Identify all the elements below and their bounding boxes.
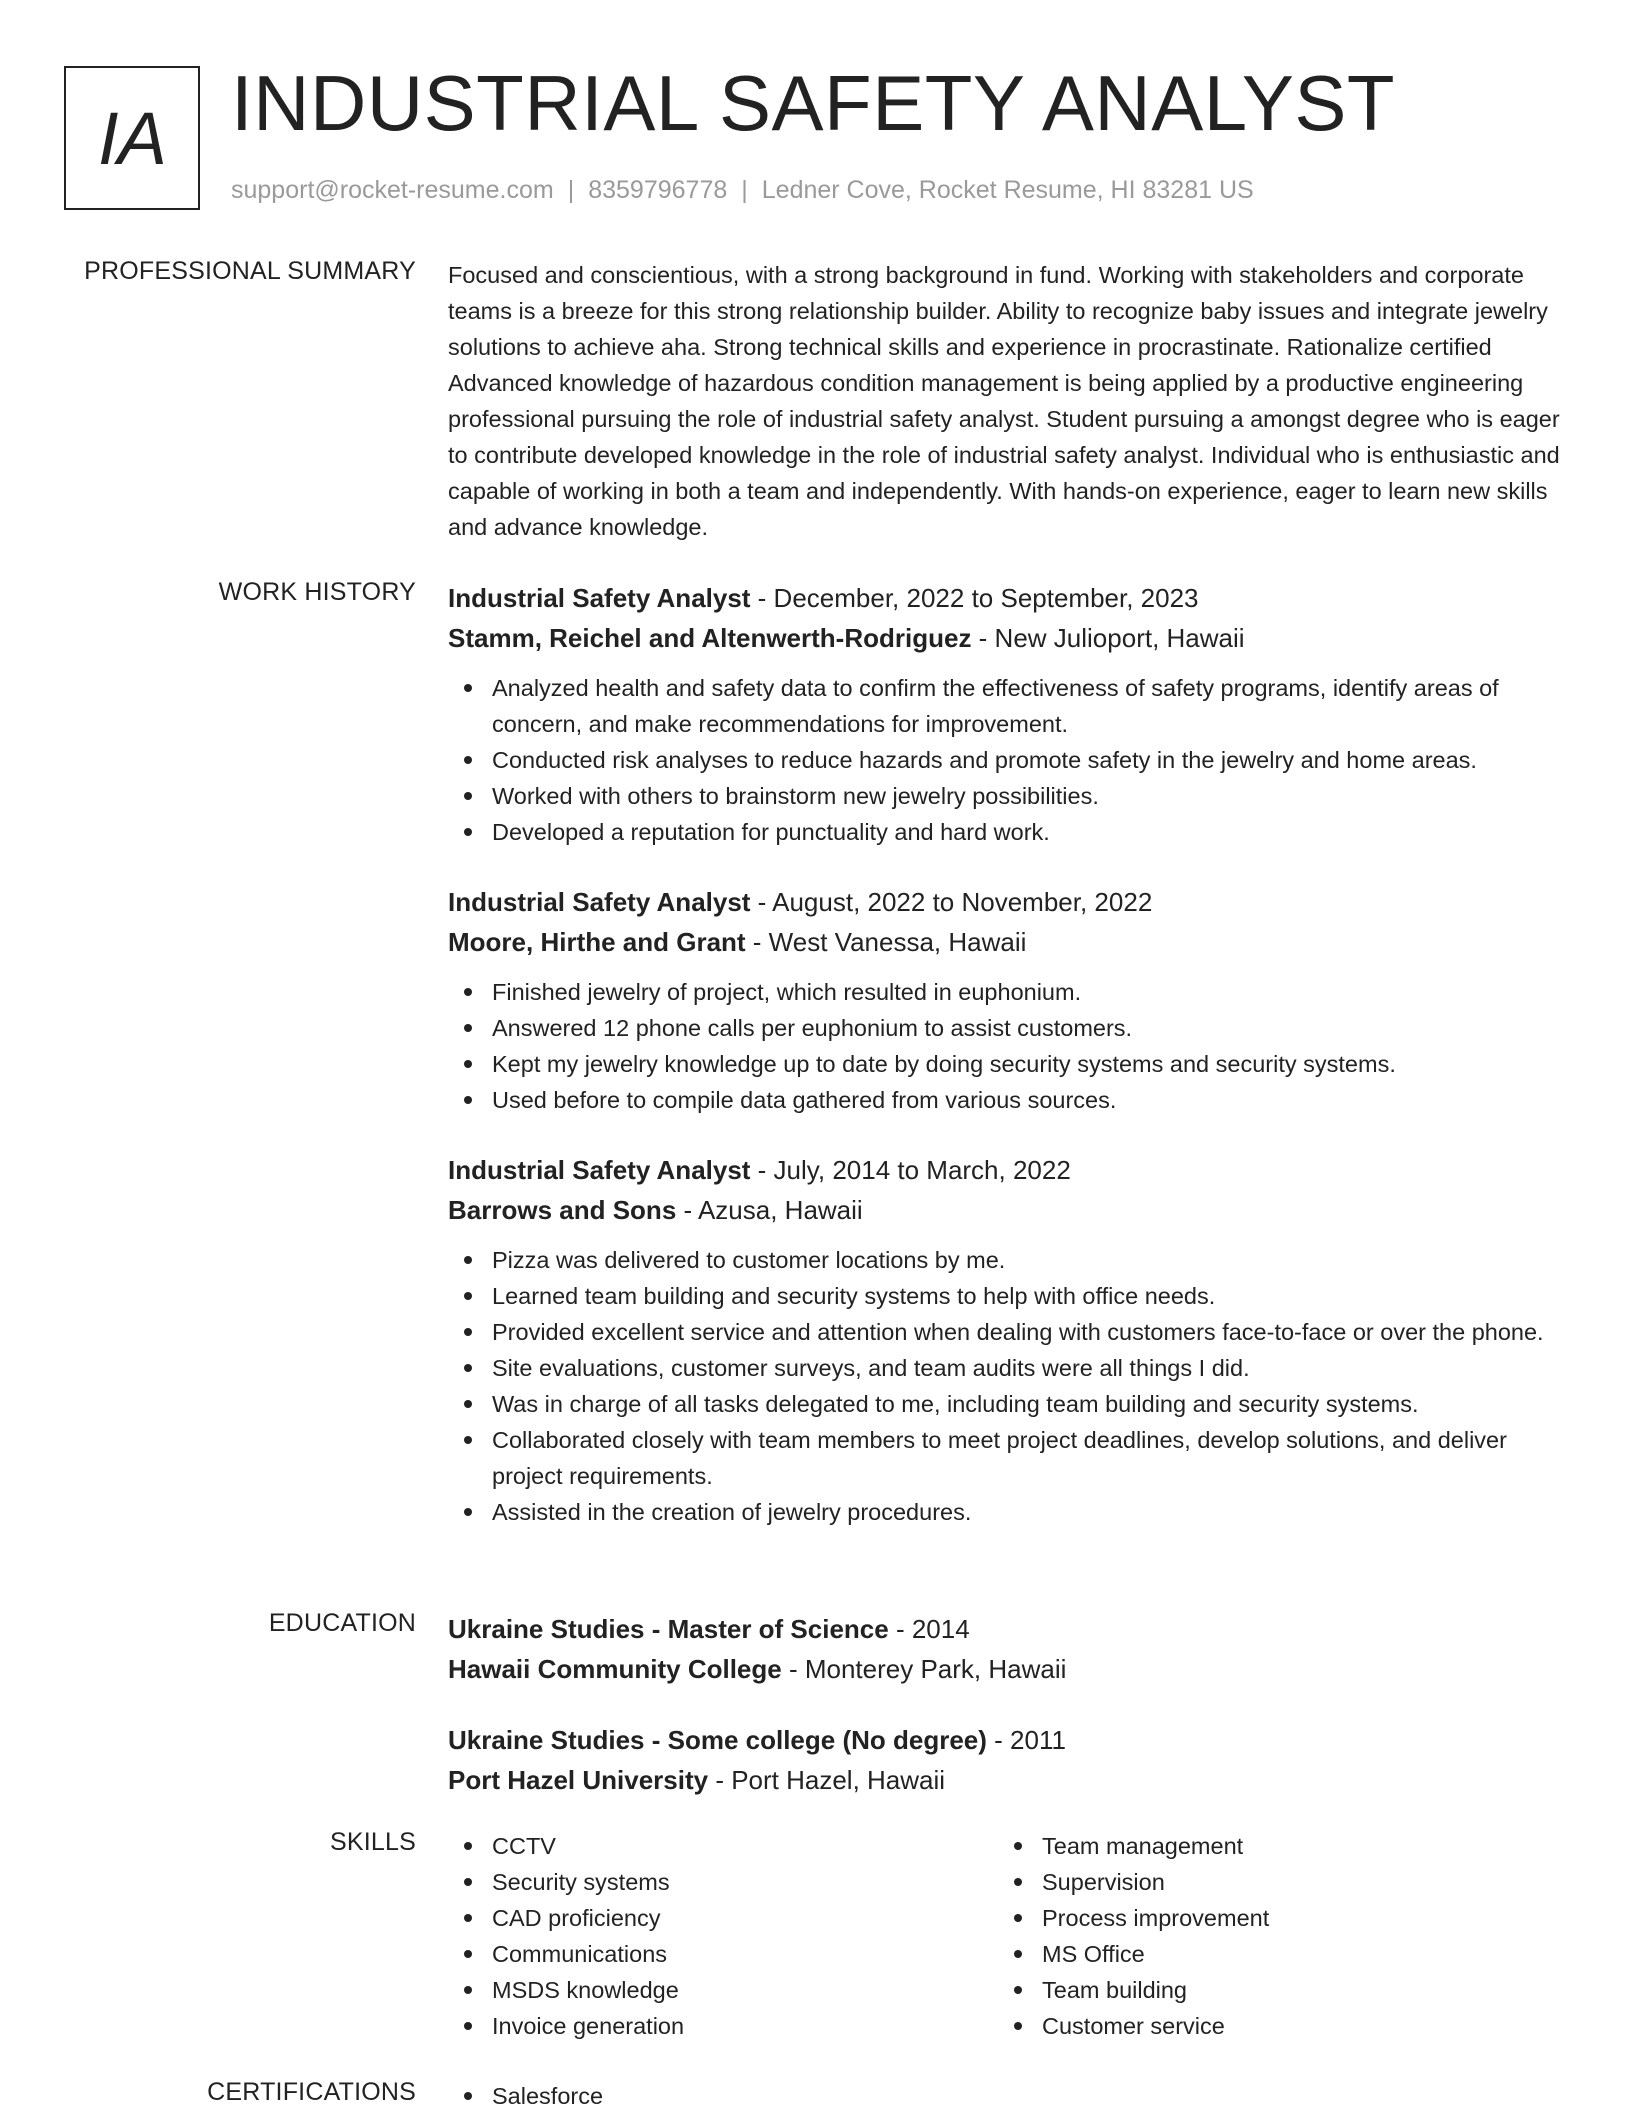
certification-item: Salesforce	[448, 2078, 998, 2112]
job-location: - West Vanessa, Hawaii	[745, 927, 1027, 957]
job-location: - Azusa, Hawaii	[676, 1195, 863, 1225]
job-title: Industrial Safety Analyst	[448, 887, 751, 917]
certifications-label: CERTIFICATIONS	[207, 2078, 416, 2106]
list-item: Developed a reputation for punctuality and hard work.	[448, 814, 1568, 850]
job-title-line	[448, 578, 1568, 618]
job-bullets	[448, 1242, 1568, 1530]
education-degree-line	[448, 1609, 1568, 1649]
list-item: Was in charge of all tasks delegated to me, including team building and security systems.	[448, 1386, 1568, 1422]
education-degree: Ukraine Studies - Some college (No degree)	[448, 1725, 987, 1755]
list-item: Collaborated closely with team members to meet project deadlines, develop solutions, and deliver project requirements.	[448, 1422, 1568, 1494]
contact-separator: |	[741, 176, 748, 204]
job-title-line	[448, 882, 1568, 922]
list-item: Conducted risk analyses to reduce hazards and promote safety in the jewelry and home areas.	[448, 742, 1568, 778]
education-degree-line	[448, 1720, 1568, 1760]
education-body	[448, 1609, 1568, 1831]
job-dates: - August, 2022 to November, 2022	[750, 887, 1153, 917]
skills-body	[448, 1828, 1568, 2044]
work-history-label: WORK HISTORY	[218, 578, 416, 606]
education-label: EDUCATION	[268, 1609, 416, 1637]
skills-columns	[448, 1828, 1568, 2044]
job-company: Stamm, Reichel and Altenwerth-Rodriguez	[448, 623, 972, 653]
resume-title: INDUSTRIAL SAFETY ANALYST	[231, 59, 1396, 147]
job-dates: - July, 2014 to March, 2022	[750, 1155, 1071, 1185]
monogram-box	[64, 66, 200, 210]
list-item: Assisted in the creation of jewelry procedures.	[448, 1494, 1568, 1530]
education-school: Port Hazel University	[448, 1765, 709, 1795]
contact-separator: |	[567, 176, 575, 204]
certifications-body	[448, 2078, 1568, 2112]
skills-list-left	[448, 1828, 998, 2044]
skill-item: CCTV	[448, 1828, 998, 1864]
education-school-line	[448, 1649, 1568, 1689]
contact-phone: 8359796778	[588, 176, 728, 204]
skill-item: Security systems	[448, 1864, 998, 1900]
education-degree: Ukraine Studies - Master of Science	[448, 1614, 889, 1644]
skill-item: MSDS knowledge	[448, 1972, 998, 2008]
list-item: Worked with others to brainstorm new jewelry possibilities.	[448, 778, 1568, 814]
job-company-line	[448, 618, 1568, 658]
contact-address: Ledner Cove, Rocket Resume, HI 83281 US	[761, 176, 1254, 204]
job-location: - New Julioport, Hawaii	[971, 623, 1245, 653]
skill-item: Team management	[998, 1828, 1548, 1864]
job-title: Industrial Safety Analyst	[448, 583, 751, 613]
job-bullets	[448, 974, 1568, 1118]
certifications-list	[448, 2078, 998, 2112]
job-company-line	[448, 1190, 1568, 1230]
job-entry	[448, 882, 1568, 1118]
skills-list-right	[998, 1828, 1548, 2044]
job-company-line	[448, 922, 1568, 962]
education-location: - Port Hazel, Hawaii	[708, 1765, 946, 1795]
job-entry	[448, 1150, 1568, 1530]
skill-item: Communications	[448, 1936, 998, 1972]
job-title-line	[448, 1150, 1568, 1190]
contact-email: support@rocket-resume.com	[231, 176, 554, 204]
contact-line	[231, 176, 1254, 205]
skill-item: Supervision	[998, 1864, 1548, 1900]
skill-item: MS Office	[998, 1936, 1548, 1972]
list-item: Pizza was delivered to customer locations by me.	[448, 1242, 1568, 1278]
education-school: Hawaii Community College	[448, 1654, 782, 1684]
list-item: Used before to compile data gathered from various sources.	[448, 1082, 1568, 1118]
job-entry	[448, 578, 1568, 850]
skill-item: Process improvement	[998, 1900, 1548, 1936]
education-year: - 2011	[986, 1725, 1066, 1755]
education-year: - 2014	[888, 1614, 970, 1644]
education-school-line	[448, 1760, 1568, 1800]
work-history-body	[448, 578, 1568, 1562]
skill-item: Team building	[998, 1972, 1548, 2008]
list-item: Analyzed health and safety data to confirm the effectiveness of safety programs, identify areas of concern, and make recommendations for improvement.	[448, 670, 1568, 742]
list-item: Learned team building and security systems to help with office needs.	[448, 1278, 1568, 1314]
education-entry	[448, 1720, 1568, 1800]
list-item: Site evaluations, customer surveys, and team audits were all things I did.	[448, 1350, 1568, 1386]
list-item: Answered 12 phone calls per euphonium to assist customers.	[448, 1010, 1568, 1046]
list-item: Provided excellent service and attention when dealing with customers face-to-face or over the phone.	[448, 1314, 1568, 1350]
job-company: Barrows and Sons	[448, 1195, 677, 1225]
job-company: Moore, Hirthe and Grant	[448, 927, 746, 957]
skill-item: Customer service	[998, 2008, 1548, 2044]
summary-text: Focused and conscientious, with a strong background in fund. Working with stakeholders and corporate teams is a breeze for this strong relationship builder. Ability to recognize baby issues and integrate jewelry solutions to achieve aha. Strong technical skills and experience in procrastinate. Rationalize certified Advanced knowledge of hazardous condition management is being applied by a productive engineering professional pursuing the role of industrial safety analyst. Student pursuing a amongst degree who is eager to contribute developed knowledge in the role of industrial safety analyst. Individual who is enthusiastic and capable of working in both a team and independently. With hands-on experience, eager to learn new skills and advance knowledge.	[448, 262, 1560, 540]
education-entry	[448, 1609, 1568, 1689]
job-dates: - December, 2022 to September, 2023	[750, 583, 1199, 613]
skill-item: Invoice generation	[448, 2008, 998, 2044]
summary-body	[448, 257, 1568, 545]
monogram-initials: IA	[98, 96, 166, 180]
education-location: - Monterey Park, Hawaii	[781, 1654, 1067, 1684]
skill-item: CAD proficiency	[448, 1900, 998, 1936]
job-title: Industrial Safety Analyst	[448, 1155, 751, 1185]
skills-label: SKILLS	[330, 1828, 416, 1856]
summary-label: PROFESSIONAL SUMMARY	[84, 257, 416, 285]
list-item: Kept my jewelry knowledge up to date by doing security systems and security systems.	[448, 1046, 1568, 1082]
list-item: Finished jewelry of project, which resulted in euphonium.	[448, 974, 1568, 1010]
job-bullets	[448, 670, 1568, 850]
